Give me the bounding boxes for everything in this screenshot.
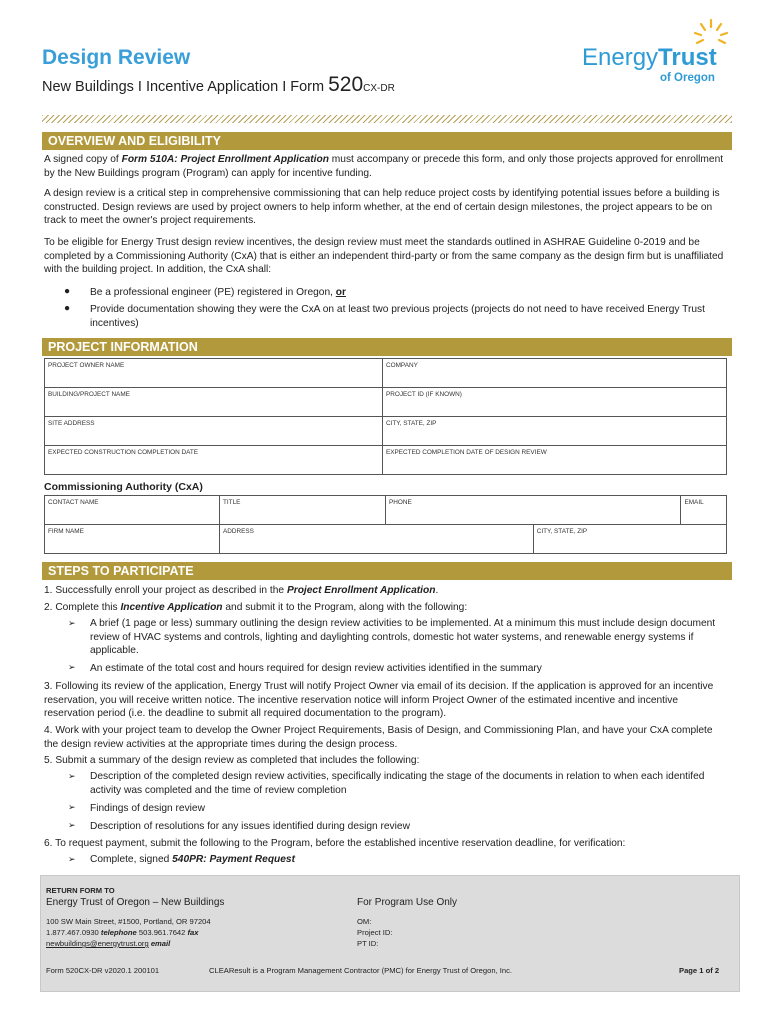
field-label: COMPANY: [386, 362, 418, 369]
phone-label: telephone: [100, 928, 137, 937]
hatch-divider: [42, 115, 732, 123]
arrow-bullet-icon: ➢: [68, 820, 76, 830]
section-steps-heading: STEPS TO PARTICIPATE: [42, 562, 732, 580]
bullet-icon: ●: [64, 286, 71, 297]
return-email-line: [46, 938, 170, 949]
return-org: Energy Trust of Oregon – New Buildings: [46, 897, 225, 908]
step1-post: .: [435, 585, 439, 596]
step2-reference: Incentive Application: [120, 602, 223, 613]
form-suffix: CX-DR: [363, 83, 395, 94]
overview-paragraph-2: A design review is a critical step in comprehensive commissioning that can help reduce project costs by identifying potential issues before a building is constructed. Design reviews are used by project owners to help inform whether, at the end of certain design milestones, the project appears to be on track to meet the owner's project requirements.: [44, 188, 720, 226]
p1-post: must accompany or precede this form, and only those projects approved for enrollment by the New Buildings program (Program) can apply for incentive funding.: [44, 154, 724, 179]
cxa-table: [44, 495, 727, 554]
return-form-footer: [40, 875, 740, 992]
page-number: Page 1 of 2: [679, 966, 720, 975]
arrow-bullet-icon: ➢: [68, 618, 76, 628]
pt-id-field[interactable]: PT ID:: [357, 939, 379, 948]
step2-post: and submit it to the Program, along with the following:: [222, 602, 468, 613]
om-field[interactable]: OM:: [357, 917, 372, 926]
fax-number: 503.961.7642: [138, 928, 186, 937]
logo-trust: Trust: [658, 44, 717, 71]
cxa-email-field[interactable]: [681, 496, 727, 525]
arrow-bullet-icon: ➢: [68, 802, 76, 812]
cxa-city-field[interactable]: [533, 525, 726, 554]
form-number: 520: [328, 73, 364, 96]
bullet1-text: Be a professional engineer (PE) registered in Oregon,: [90, 287, 333, 298]
company-field[interactable]: [383, 359, 727, 388]
field-label: EXPECTED COMPLETION DATE OF DESIGN REVIEW: [386, 449, 547, 456]
construction-date-field[interactable]: [45, 446, 383, 475]
p1-form-reference: Form 510A: Project Enrollment Application: [121, 154, 329, 165]
field-label: EXPECTED CONSTRUCTION COMPLETION DATE: [48, 449, 199, 456]
eligibility-bullet-2: Provide documentation showing they were the CxA on at least two previous projects (projects do not need to have received Energy Trust incentives): [90, 304, 705, 329]
p1-pre: A signed copy of: [44, 154, 122, 165]
step-3: [44, 680, 724, 721]
subtitle-text: New Buildings I Incentive Application I Form: [42, 79, 329, 95]
cxa-firm-field[interactable]: [45, 525, 220, 554]
footer-project-id-field[interactable]: Project ID:: [357, 928, 393, 937]
project-owner-field[interactable]: [45, 359, 383, 388]
field-label: CITY, STATE, ZIP: [536, 528, 588, 535]
step-5: 5. Submit a summary of the design review as completed that includes the following:: [44, 755, 420, 766]
section-overview-heading: OVERVIEW AND ELIGIBILITY: [42, 132, 732, 150]
field-label: FIRM NAME: [48, 528, 84, 535]
pmc-disclaimer: CLEAResult is a Program Management Contractor (PMC) for Energy Trust of Oregon, Inc.: [209, 966, 513, 975]
email-label: email: [150, 939, 171, 948]
step3-text: 3. Following its review of the application, Energy Trust will notify Project Owner via email of its decision. If the application is approved for an incentive reservation, you will receive written notice. The incentive reservation notice will inform Project Owner of the estimated incentive and incentive reservation period (i.e. the deadline to submit all required documentation to the program).: [44, 681, 714, 719]
eligibility-bullet-1: [90, 286, 720, 300]
return-phone-fax: [46, 927, 198, 938]
city-state-zip-field[interactable]: [383, 417, 727, 446]
fax-label: fax: [187, 928, 199, 937]
field-label: EMAIL: [684, 499, 704, 506]
phone-number: 1.877.467.0930: [46, 928, 99, 937]
project-info-table: [44, 358, 727, 475]
field-label: TITLE: [223, 499, 241, 506]
step-5-item-c: Description of resolutions for any issues identified during design review: [90, 821, 410, 832]
return-label: RETURN FORM TO: [46, 886, 115, 895]
field-label: PROJECT ID (IF KNOWN): [386, 391, 462, 398]
field-label: BUILDING/PROJECT NAME: [48, 391, 130, 398]
step-2-item-a: A brief (1 page or less) summary outlining the design review activities to be implemented. At a minimum this must include design document review of HVAC systems and controls, lighting and daylighting controls, domestic hot water systems, and renewable energy systems if applicable.: [90, 618, 716, 656]
step2-pre: 2. Complete this: [44, 602, 121, 613]
bullet1-or: or: [335, 287, 346, 298]
step-6: 6. To request payment, submit the following to the Program, before the established incentive reservation deadline, for verification:: [44, 838, 626, 849]
step-1: [44, 584, 724, 598]
step6-pre: Complete, signed: [90, 854, 173, 865]
field-label: PHONE: [389, 499, 412, 506]
site-address-field[interactable]: [45, 417, 383, 446]
cxa-address-field[interactable]: [220, 525, 534, 554]
arrow-bullet-icon: ➢: [68, 771, 76, 781]
logo-subtext: of Oregon: [660, 72, 715, 84]
step6-reference: 540PR: Payment Request: [172, 854, 295, 865]
step-4: 4. Work with your project team to develop the Owner Project Requirements, Basis of Design, and Commissioning Plan, and have your CxA complete the design review activities at the appropriate times during the design process.: [44, 725, 713, 750]
step-2-item-b: An estimate of the total cost and hours required for design review activities identified in the summary: [90, 663, 542, 674]
building-name-field[interactable]: [45, 388, 383, 417]
bullet-icon: ●: [64, 303, 71, 314]
step1-pre: 1. Successfully enroll your project as described in the: [44, 585, 287, 596]
page-title: Design Review: [42, 46, 191, 69]
cxa-contact-field[interactable]: [45, 496, 220, 525]
field-label: CONTACT NAME: [48, 499, 99, 506]
page-subtitle: [42, 73, 395, 97]
step-2: [44, 601, 724, 615]
logo-energy: Energy: [582, 44, 659, 71]
return-email-link[interactable]: newbuildings@energytrust.org: [46, 939, 149, 948]
step-6-item-a: [90, 853, 720, 867]
step-5-item-a: Description of the completed design review activities, specifically indicating the stage of the documents in relation to when each identifed activity was completed and the time of review completion: [90, 771, 705, 796]
step1-reference: Project Enrollment Application: [286, 585, 436, 596]
program-use-label: For Program Use Only: [357, 897, 458, 908]
form-code: Form 520CX-DR v2020.1 200101: [46, 966, 160, 975]
overview-paragraph-1: [44, 153, 724, 180]
return-address: 100 SW Main Street, #1500, Portland, OR 97204: [46, 917, 211, 926]
field-label: SITE ADDRESS: [48, 420, 95, 427]
cxa-phone-field[interactable]: [386, 496, 681, 525]
cxa-title-field[interactable]: [220, 496, 386, 525]
review-date-field[interactable]: [383, 446, 727, 475]
section-project-info-heading: PROJECT INFORMATION: [42, 338, 732, 356]
overview-paragraph-3: To be eligible for Energy Trust design review incentives, the design review must meet the standards outlined in ASHRAE Guideline 0-2019 and be completed by a Commissioning Authority (CxA) that is either an independent third-party or from the same company as the design firm but is unaffiliated with the building project. In addition, the CxA shall:: [44, 237, 724, 275]
project-id-field[interactable]: [383, 388, 727, 417]
arrow-bullet-icon: ➢: [68, 662, 76, 672]
field-label: ADDRESS: [223, 528, 254, 535]
field-label: PROJECT OWNER NAME: [48, 362, 125, 369]
field-label: CITY, STATE, ZIP: [386, 420, 437, 427]
arrow-bullet-icon: ➢: [68, 854, 76, 864]
logo-wordmark: [582, 44, 717, 72]
cxa-heading: Commissioning Authority (CxA): [44, 481, 203, 493]
step-5-item-b: Findings of design review: [90, 803, 205, 814]
